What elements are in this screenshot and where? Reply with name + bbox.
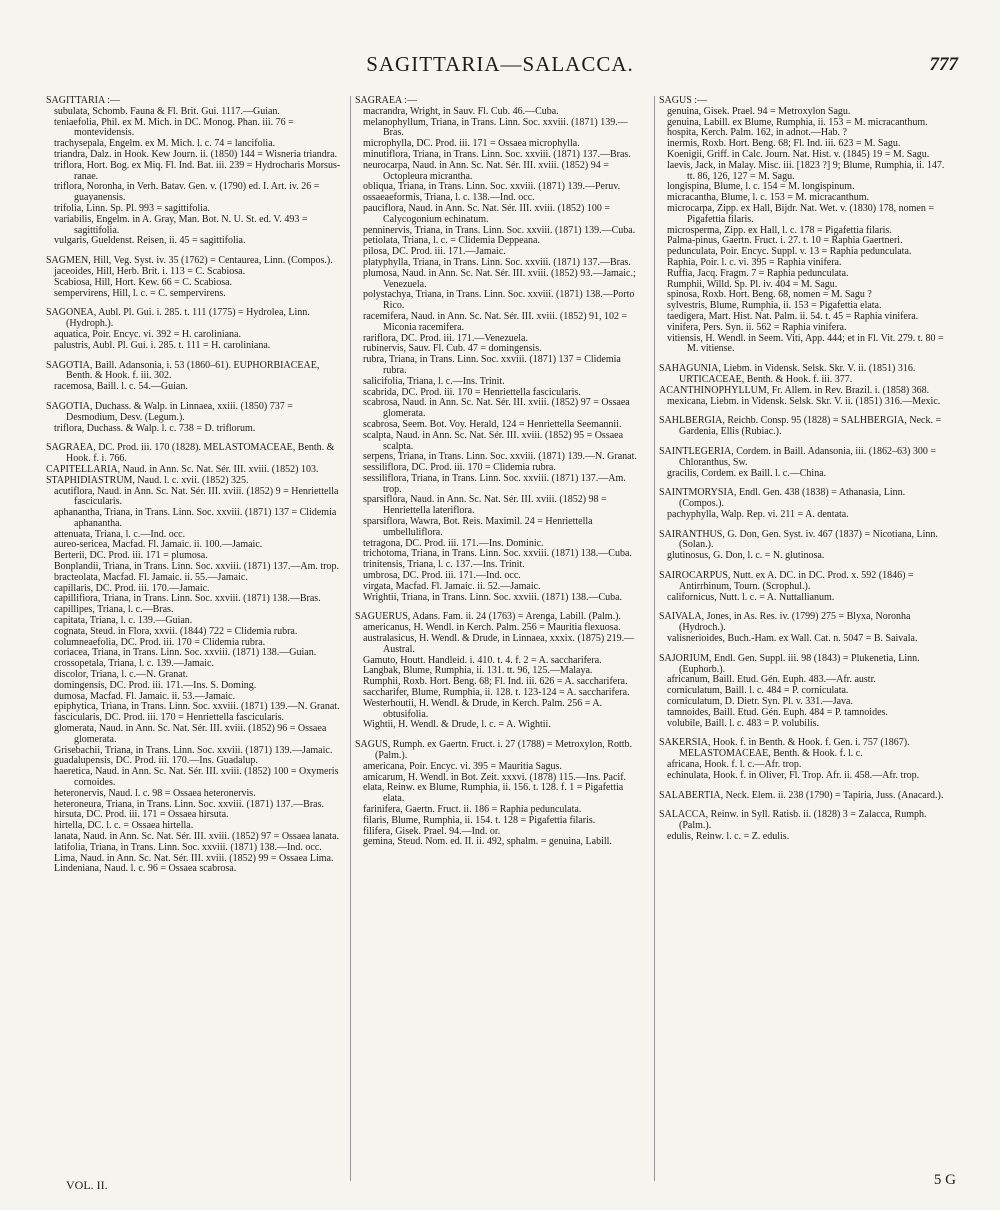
index-columns: [46, 96, 958, 1181]
species-entry: heteroneura, Triana, in Trans. Linn. Soc. xxviii. (1871) 137.—Bras.: [54, 798, 324, 810]
species-entry: capillifiora, Triana, in Trans. Linn. Soc. xxviii. (1871) 138.—Bras.: [54, 593, 321, 605]
genus-entry: SAGONEA, Aubl. Pl. Gui. i. 285. t. 111 (1775) = Hydrolea, Linn. (Hydroph.).: [46, 307, 310, 330]
species-entry: scalpta, Naud. in Ann. Sc. Nat. Sér. III. xviii. (1852) 95 = Ossaea scalpta.: [363, 429, 624, 452]
species-entry: corniculatum, D. Dietr. Syn. Pl. v. 331.—Java.: [667, 696, 853, 708]
species-entry: virgata, Macfad. Fl. Jamaic. ii. 52.—Jamaic.: [363, 580, 541, 592]
species-entry: vinifera, Pers. Syn. ii. 562 = Raphia vinifera.: [667, 321, 847, 333]
species-entry: glutinosus, G. Don, l. c. = N. glutinosa.: [667, 550, 825, 562]
species-entry: epiphytica, Triana, in Trans. Linn. Soc. xxviii. (1871) 139.—N. Granat.: [54, 701, 340, 713]
species-entry: salicifolia, Triana, l. c.—Ins. Trinit.: [363, 375, 505, 387]
species-entry: californicus, Nutt. l. c. = A. Nuttallianum.: [667, 591, 835, 603]
species-entry: africana, Hook. f. l. c.—Afr. trop.: [667, 759, 802, 771]
genus-entry: SAINTMORYSIA, Endl. Gen. 438 (1838) = Athanasia, Linn. (Compos.).: [659, 487, 906, 510]
species-entry: Rumphii, Willd. Sp. Pl. iv. 404 = M. Sagu.: [667, 278, 838, 290]
species-entry: volubile, Baill. l. c. 483 = P. volubilis.: [667, 717, 820, 729]
species-entry: teniaefolia, Phil. ex M. Mich. in DC. Monog. Phan. iii. 76 = montevidensis.: [54, 116, 294, 139]
species-entry: valisnerioides, Buch.-Ham. ex Wall. Cat. n. 5047 = B. Saivala.: [667, 633, 918, 645]
genus-entry: SAIVALA, Jones, in As. Res. iv. (1799) 275 = Blyxa, Noronha (Hydroch.).: [659, 611, 911, 634]
species-entry: pilosa, DC. Prod. iii. 171.—Jamaic.: [363, 246, 506, 258]
running-title: SAGITTARIA—SALACCA.: [366, 52, 634, 76]
species-entry: petiolata, Triana, l. c. = Clidemia Deppeana.: [363, 235, 540, 247]
column-3: [654, 96, 958, 1181]
volume-label: VOL. II.: [66, 1178, 108, 1192]
column-2: [350, 96, 654, 1181]
genus-entry: SAINTLEGERIA, Cordem. in Baill. Adansonia, iii. (1862–63) 300 = Chloranthus, Sw.: [659, 445, 937, 468]
species-entry: echinulata, Hook. f. in Oliver, Fl. Trop. Afr. ii. 458.—Afr. trop.: [667, 769, 920, 781]
signature-mark: 5 G: [933, 1172, 956, 1188]
species-entry: triandra, Dalz. in Hook. Kew Journ. ii. (1850) 144 = Wisneria triandra.: [54, 148, 338, 160]
genus-entry: SAGUERUS, Adans. Fam. ii. 24 (1763) = Arenga, Labill. (Palm.).: [355, 611, 621, 623]
species-entry: Wightii, H. Wendl. & Drude, l. c. = A. Wightii.: [363, 719, 551, 731]
species-entry: subulata, Schomb. Fauna & Fl. Brit. Gui. 1117.—Guian.: [54, 105, 280, 117]
species-entry: acutiflora, Naud. in Ann. Sc. Nat. Sér. III. xviii. (1852) 9 = Henriettella fascicularis.: [54, 485, 339, 508]
species-entry: cognata, Steud. in Flora, xxvii. (1844) 722 = Clidemia rubra.: [54, 625, 298, 637]
species-entry: domingensis, DC. Prod. iii. 171.—Ins. S. Doming.: [54, 679, 257, 691]
species-entry: micracantha, Blume, l. c. 153 = M. micracanthum.: [667, 192, 869, 204]
species-entry: sparsiflora, Wawra, Bot. Reis. Maximil. 24 = Henriettella umbelluliflora.: [363, 516, 593, 538]
species-entry: corniculatum, Baill. l. c. 484 = P. corniculata.: [667, 685, 849, 697]
species-entry: variabilis, Engelm. in A. Gray, Man. Bot. N. U. St. ed. V. 493 = sagittifolia.: [54, 213, 308, 236]
genus-entry: SALABERTIA, Neck. Elem. ii. 238 (1790) = Tapiria, Juss. (Anacard.).: [659, 789, 944, 801]
species-entry: amicarum, H. Wendl. in Bot. Zeit. xxxvi. (1878) 115.—Ins. Pacif.: [363, 771, 627, 783]
species-entry: Westerhoutii, H. Wendl. & Drude, in Kerch. Palm. 256 = A. obtusifolia.: [363, 697, 603, 720]
species-entry: guadalupensis, DC. Prod. iii. 170.—Ins. Guadalup.: [54, 755, 258, 767]
species-entry: macrandra, Wright, in Sauv. Fl. Cub. 46.—Cuba.: [363, 105, 559, 117]
species-entry: laevis, Jack, in Malay. Misc. iii. [1823 ?] 9; Blume, Rumphia, ii. 147. tt. 86, 126, 127 = M. Sagu.: [667, 159, 945, 182]
species-entry: filaris, Blume, Rumphia, ii. 154. t. 128 = Pigafettia filaris.: [363, 814, 596, 826]
species-entry: trichotoma, Triana, in Trans. Linn. Soc. xxviii. (1871) 138.—Cuba.: [363, 548, 632, 560]
species-entry: triflora, Noronha, in Verh. Batav. Gen. v. (1790) ed. I. Art. iv. 26 = guayanensis.: [54, 181, 320, 204]
genus-entry: ACANTHINOPHYLLUM, Fr. Allem. in Rev. Brazil. i. (1858) 368.: [659, 384, 930, 396]
genus-entry: SAGOTIA, Duchass. & Walp. in Linnaea, xxiii. (1850) 737 = Desmodium, Desv. (Legum.).: [46, 400, 293, 423]
species-entry: Palma-pinus, Gaertn. Fruct. i. 27. t. 10 = Raphia Gaertneri.: [667, 235, 903, 247]
species-entry: sempervirens, Hill, l. c. = C. sempervirens.: [54, 287, 226, 299]
species-entry: Lima, Naud. in Ann. Sc. Nat. Sér. III. xviii. (1852) 99 = Ossaea Lima.: [54, 852, 334, 864]
species-entry: farinifera, Gaertn. Fruct. ii. 186 = Raphia pedunculata.: [363, 804, 582, 815]
species-entry: genuina, Gisek. Prael. 94 = Metroxylon Sagu.: [667, 105, 851, 117]
species-entry: gemina, Steud. Nom. ed. II. ii. 492, sphalm. = genuina, Labill.: [363, 836, 612, 848]
genus-entry: SAHAGUNIA, Liebm. in Vidensk. Selsk. Skr. V. ii. (1851) 316. URTICACEAE, Benth. & Hook. f. iii. 377.: [659, 363, 916, 385]
genus-entry: SAIROCARPUS, Nutt. ex A. DC. in DC. Prod. x. 592 (1846) = Antirrhinum, Tourn. (Scrophul.).: [659, 570, 914, 592]
species-entry: rubinervis, Sauv. Fl. Cub. 47 = domingensis.: [363, 343, 542, 355]
species-entry: trachysepala, Engelm. ex M. Mich. l. c. 74 = lancifolia.: [54, 138, 276, 150]
species-entry: minutiflora, Triana, in Trans. Linn. Soc. xxviii. (1871) 137.—Bras.: [363, 148, 631, 160]
genus-entry: SAKERSIA, Hook. f. in Benth. & Hook. f. Gen. i. 757 (1867). MELASTOMACEAE, Benth. & Hook. f. l. c.: [659, 737, 910, 760]
species-entry: trifolia, Linn. Sp. Pl. 993 = sagittifolia.: [54, 202, 210, 214]
species-entry: Ruffia, Jacq. Fragm. 7 = Raphia pedunculata.: [667, 267, 849, 279]
species-entry: vulgaris, Gueldenst. Reisen, ii. 45 = sagittifolia.: [54, 235, 246, 247]
species-entry: penninervis, Triana, in Trans. Linn. Soc. xxviii. (1871) 139.—Cuba.: [363, 224, 636, 236]
species-entry: Raphia, Poir. l. c. vi. 395 = Raphia vinifera.: [667, 256, 842, 268]
species-entry: Koenigii, Griff. in Calc. Journ. Nat. Hist. v. (1845) 19 = M. Sagu.: [667, 148, 930, 160]
species-entry: hirsuta, DC. Prod. iii. 171 = Ossaea hirsuta.: [54, 809, 229, 821]
species-entry: Berterii, DC. Prod. iii. 171 = plumosa.: [54, 550, 208, 562]
species-entry: americana, Poir. Encyc. vi. 395 = Mauritia Sagus.: [363, 760, 562, 772]
species-entry: hirtella, DC. l. c. = Ossaea hirtella.: [54, 820, 194, 832]
species-entry: polystachya, Triana, in Trans. Linn. Soc. xxviii. (1871) 138.—Porto Rico.: [363, 289, 635, 312]
species-entry: gracilis, Cordem. ex Baill. l. c.—China.: [667, 467, 827, 479]
species-entry: ossaeaeformis, Triana, l. c. 138.—Ind. occ.: [363, 192, 535, 204]
species-entry: microphylla, DC. Prod. iii. 171 = Ossaea microphylla.: [363, 138, 580, 150]
species-entry: columneaefolia, DC. Prod. iii. 170 = Clidemia rubra.: [54, 636, 266, 648]
species-entry: Gamuto, Houtt. Handleid. i. 410. t. 4. f. 2 = A. saccharifera.: [363, 654, 602, 666]
genus-entry: STAPHIDIASTRUM, Naud. l. c. xvii. (1852) 325.: [46, 474, 249, 486]
species-entry: Scabiosa, Hill, Hort. Kew. 66 = C. Scabiosa.: [54, 276, 233, 288]
species-entry: aureo-sericea, Macfad. Fl. Jamaic. ii. 100.—Jamaic.: [54, 539, 263, 551]
species-entry: fascicularis, DC. Prod. iii. 170 = Henriettella fascicularis.: [54, 712, 285, 724]
species-entry: melanophyllum, Triana, in Trans. Linn. Soc. xxviii. (1871) 139.—Bras.: [363, 116, 628, 139]
species-entry: coriacea, Triana, in Trans. Linn. Soc. xxviii. (1871) 138.—Guian.: [54, 647, 317, 659]
species-entry: discolor, Triana, l. c.—N. Granat.: [54, 669, 189, 681]
species-entry: pauciflora, Naud. in Ann. Sc. Nat. Sér. III. xviii. (1852) 100 = Calycogonium echinatum.: [363, 202, 610, 225]
species-entry: umbrosa, DC. Prod. iii. 171.—Ind. occ.: [363, 570, 521, 582]
species-entry: crossopetala, Triana, l. c. 139.—Jamaic.: [54, 658, 214, 670]
species-entry: Lindeniana, Naud. l. c. 96 = Ossaea scabrosa.: [54, 863, 237, 875]
species-entry: triflora, Duchass. & Walp. l. c. 738 = D. triflorum.: [54, 422, 256, 434]
species-entry: racemosa, Baill. l. c. 54.—Guian.: [54, 381, 188, 393]
genus-entry: SAGRAEA :—: [355, 96, 417, 106]
species-entry: australasicus, H. Wendl. & Drude, in Linnaea, xxxix. (1875) 219.—Austral.: [363, 633, 635, 655]
species-entry: glomerata, Naud. in Ann. Sc. Nat. Sér. III. xviii. (1852) 96 = Ossaea glomerata.: [54, 723, 327, 745]
genus-entry: SAJORIUM, Endl. Gen. Suppl. iii. 98 (1843) = Plukenetia, Linn. (Euphorb.).: [659, 652, 920, 675]
genus-entry: SALACCA, Reinw. in Syll. Ratisb. ii. (1828) 3 = Zalacca, Rumph. (Palm.).: [659, 809, 927, 832]
species-entry: Wrightii, Triana, in Trans. Linn. Soc. xxviii. (1871) 138.—Cuba.: [363, 591, 623, 603]
species-entry: triflora, Hort. Bog. ex Miq. Fl. Ind. Bat. iii. 239 = Hydrocharis Morsus-ranae.: [54, 159, 341, 182]
genus-entry: SAGMEN, Hill, Veg. Syst. iv. 35 (1762) = Centaurea, Linn. (Compos.).: [46, 255, 333, 267]
species-entry: sessiliflora, DC. Prod. iii. 170 = Clidemia rubra.: [363, 462, 556, 474]
species-entry: saccharifer, Blume, Rumphia, ii. 128. t. 123-124 = A. saccharifera.: [363, 687, 630, 699]
species-entry: capillaris, DC. Prod. iii. 170.—Jamaic.: [54, 582, 210, 594]
species-entry: latifolia, Triana, in Trans. Linn. Soc. xxviii. (1871) 138.—Ind. occ.: [54, 841, 322, 853]
species-entry: palustris, Aubl. Pl. Gui. i. 285. t. 111 = H. caroliniana.: [54, 339, 271, 351]
species-entry: edulis, Reinw. l. c. = Z. edulis.: [667, 831, 790, 843]
genus-entry: SAHLBERGIA, Reichb. Consp. 95 (1828) = SALHBERGIA, Neck. = Gardenia, Ellis (Rubiac.).: [659, 415, 942, 438]
species-entry: capitata, Triana, l. c. 139.—Guian.: [54, 615, 193, 627]
species-entry: genuina, Labill. ex Blume, Rumphia, ii. 153 = M. micracanthum.: [667, 116, 928, 128]
species-entry: Rumphii, Roxb. Hort. Beng. 68; Fl. Ind. iii. 626 = A. saccharifera.: [363, 676, 628, 688]
species-entry: aphanantha, Triana, in Trans. Linn. Soc. xxviii. (1871) 137 = Clidemia aphanantha.: [54, 507, 337, 529]
species-entry: filifera, Gisek. Prael. 94.—Ind. or.: [363, 825, 501, 837]
species-entry: taedigera, Mart. Hist. Nat. Palm. ii. 54. t. 45 = Raphia vinifera.: [667, 310, 919, 322]
species-entry: pachyphylla, Walp. Rep. vi. 211 = A. dentata.: [667, 508, 849, 520]
species-entry: pedunculata, Poir. Encyc. Suppl. v. 13 = Raphia pedunculata.: [667, 246, 912, 258]
genus-entry: SAGUS :—: [659, 96, 708, 106]
species-entry: spinosa, Roxb. Hort. Beng. 68, nomen = M. Sagu ?: [667, 289, 872, 301]
species-entry: attenuata, Triana, l. c.—Ind. occ.: [54, 528, 186, 540]
genus-entry: SAGUS, Rumph. ex Gaertn. Fruct. i. 27 (1788) = Metroxylon, Rottb. (Palm.).: [355, 739, 633, 762]
species-entry: tamnoides, Baill. Etud. Gén. Euph. 484 = P. tamnoides.: [667, 706, 888, 718]
genus-entry: CAPITELLARIA, Naud. in Ann. Sc. Nat. Sér. III. xviii. (1852) 103.: [46, 463, 319, 475]
species-entry: microsperma, Zipp. ex Hall, l. c. 178 = Pigafettia filaris.: [667, 224, 892, 236]
species-entry: aquatica, Poir. Encyc. vi. 392 = H. caroliniana.: [54, 328, 241, 340]
genus-entry: SAGOTIA, Baill. Adansonia, i. 53 (1860–61). EUPHORBIACEAE, Benth. & Hook. f. iii. 302.: [46, 359, 320, 382]
species-entry: africanum, Baill. Etud. Gén. Euph. 483.—Afr. austr.: [667, 674, 876, 686]
species-entry: dumosa, Macfad. Fl. Jamaic. ii. 53.—Jamaic.: [54, 690, 236, 702]
species-entry: Langbak, Blume, Rumphia, ii. 131. tt. 96, 125.—Malaya.: [363, 665, 593, 677]
page-number: 777: [929, 54, 958, 75]
species-entry: rariflora, DC. Prod. iii. 171.—Venezuela.: [363, 332, 528, 344]
species-entry: sylvestris, Blume, Rumphia, ii. 153 = Pigafettia elata.: [667, 300, 882, 312]
species-entry: obliqua, Triana, in Trans. Linn. Soc. xxviii. (1871) 139.—Peruv.: [363, 181, 621, 193]
species-entry: hospita, Kerch. Palm. 162, in adnot.—Hab. ?: [667, 127, 847, 139]
species-entry: plumosa, Naud. in Ann. Sc. Nat. Sér. III. xviii. (1852) 93.—Jamaic.; Venezuela.: [363, 267, 636, 290]
species-entry: scabrosa, Seem. Bot. Voy. Herald, 124 = Henriettella Seemannii.: [363, 418, 622, 430]
species-entry: heteronervis, Naud. l. c. 98 = Ossaea heteronervis.: [54, 787, 256, 799]
species-entry: inermis, Roxb. Hort. Beng. 68; Fl. Ind. iii. 623 = M. Sagu.: [667, 138, 901, 150]
species-entry: sessiliflora, Triana, in Trans. Linn. Soc. xxviii. (1871) 137.—Am. trop.: [363, 472, 626, 495]
species-entry: microcarpa, Zipp. ex Hall, Bijdr. Nat. Wet. v. (1830) 178, nomen = Pigafettia filaris.: [667, 202, 934, 225]
species-entry: americanus, H. Wendl. in Kerch. Palm. 256 = Mauritia flexuosa.: [363, 622, 621, 634]
species-entry: tetragona, DC. Prod. iii. 171.—Ins. Dominic.: [363, 537, 544, 549]
species-entry: capillipes, Triana, l. c.—Bras.: [54, 604, 174, 616]
species-entry: scabrosa, Naud. in Ann. Sc. Nat. Sér. III. xviii. (1852) 97 = Ossaea glomerata.: [363, 397, 630, 420]
species-entry: Bonplandii, Triana, in Trans. Linn. Soc. xxviii. (1871) 137.—Am. trop.: [54, 561, 340, 573]
species-entry: sparsiflora, Naud. in Ann. Sc. Nat. Sér. III. xviii. (1852) 98 = Henriettella lateriflora.: [363, 494, 607, 517]
page-header: [0, 52, 1000, 82]
genus-entry: SAIRANTHUS, G. Don, Gen. Syst. iv. 467 (1837) = Nicotiana, Linn. (Solan.).: [659, 528, 938, 551]
species-entry: lanata, Naud. in Ann. Sc. Nat. Sér. III. xviii. (1852) 97 = Ossaea lanata.: [54, 831, 340, 842]
species-entry: elata, Reinw. ex Blume, Rumphia, ii. 156. t. 128. f. 1 = Pigafettia elata.: [363, 782, 624, 805]
species-entry: rubra, Triana, in Trans. Linn. Soc. xxviii. (1871) 137 = Clidemia rubra.: [363, 354, 621, 376]
species-entry: bracteolata, Macfad. Fl. Jamaic. ii. 55.—Jamaic.: [54, 571, 248, 583]
species-entry: jaceoides, Hill, Herb. Brit. i. 113 = C. Scabiosa.: [54, 265, 246, 277]
species-entry: scabrida, DC. Prod. iii. 170 = Henriettella fascicularis.: [363, 386, 581, 398]
column-1: [46, 96, 350, 1181]
species-entry: racemifera, Naud. in Ann. Sc. Nat. Sér. III. xviii. (1852) 91, 102 = Miconia racemifera.: [363, 310, 628, 333]
species-entry: longispina, Blume, l. c. 154 = M. longispinum.: [667, 181, 855, 193]
species-entry: vitiensis, H. Wendl. in Seem. Viti, App. 444; et in Fl. Vit. 279. t. 80 = M. vitiense.: [667, 332, 944, 355]
genus-entry: SAGITTARIA :—: [46, 96, 120, 106]
species-entry: haeretica, Naud. in Ann. Sc. Nat. Sér. III. xviii. (1852) 100 = Oxymeris cornoides.: [54, 766, 339, 789]
species-entry: Grisebachii, Triana, in Trans. Linn. Soc. xxviii. (1871) 139.—Jamaic.: [54, 744, 333, 756]
species-entry: trinitensis, Triana, l. c. 137.—Ins. Trinit.: [363, 559, 525, 571]
species-entry: platyphylla, Triana, in Trans. Linn. Soc. xxviii. (1871) 137.—Bras.: [363, 256, 631, 268]
species-entry: mexicana, Liebm. in Vidensk. Selsk. Skr. V. ii. (1851) 316.—Mexic.: [667, 395, 941, 407]
genus-entry: SAGRAEA, DC. Prod. iii. 170 (1828). MELASTOMACEAE, Benth. & Hook. f. i. 766.: [46, 442, 335, 465]
species-entry: serpens, Triana, in Trans. Linn. Soc. xxviii. (1871) 139.—N. Granat.: [363, 451, 637, 463]
species-entry: neurocarpa, Naud. in Ann. Sc. Nat. Sér. III. xviii. (1852) 94 = Octopleura micrantha.: [363, 159, 609, 182]
